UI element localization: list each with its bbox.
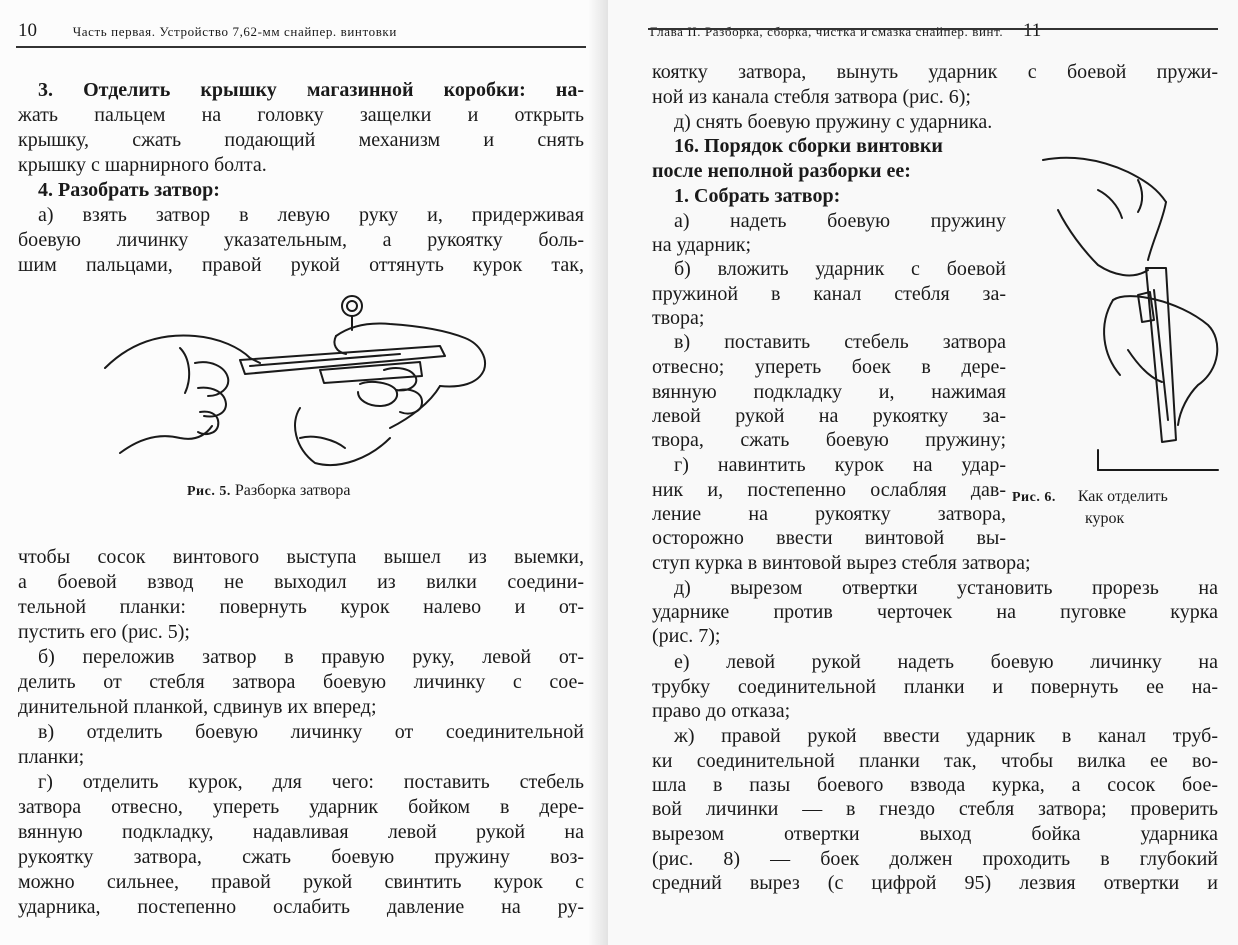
left-line: чтобы сосок винтового выступа вышел из выемки, <box>18 546 584 568</box>
left-subheading: 4. Разобрать затвор: <box>38 179 220 201</box>
figure-6-caption <box>1012 488 1168 506</box>
left-line: а боевой взвод не выходил из вилки соедини- <box>18 571 584 593</box>
left-header-rule <box>16 46 586 48</box>
figure-6-caption-line1: Как отделить <box>1077 488 1168 505</box>
right-line: пружиной в канал стебля за- <box>652 283 1006 305</box>
figure-5-illustration <box>100 288 490 473</box>
left-line: а) взять затвор в левую руку и, придерживая <box>38 204 584 226</box>
left-running-header <box>18 20 397 42</box>
right-line: левой рукой на рукоятку за- <box>652 405 1006 427</box>
left-line: пустить его (рис. 5); <box>18 621 190 643</box>
right-line: ударнике против черточек на пуговке курка <box>652 601 1218 623</box>
figure-5-caption-text: Разборка затвора <box>234 482 351 499</box>
right-line: (рис. 7); <box>652 625 721 647</box>
right-line: средний вырез (с цифрой 95) лезвия отвертки и <box>652 872 1218 894</box>
section-16-title: после неполной разборки ее: <box>652 160 911 182</box>
left-line: делить от стебля затвора боевую личинку с сое- <box>18 671 584 693</box>
left-line: затвора отвесно, упереть ударник бойком в дере- <box>18 796 584 818</box>
right-line: отвесно; упереть боек в дере- <box>652 356 1006 378</box>
left-page <box>0 0 608 945</box>
right-running-header <box>650 20 1041 42</box>
right-subheading: 1. Собрать затвор: <box>674 185 841 207</box>
right-line: е) левой рукой надеть боевую личинку на <box>674 651 1218 673</box>
right-line: осторожно ввести винтовой вы- <box>652 527 1006 549</box>
right-line: ж) правой рукой ввести ударник в канал труб- <box>674 725 1218 747</box>
right-line: в) поставить стебель затвора <box>674 331 1006 353</box>
left-page-number: 10 <box>18 20 37 41</box>
left-line: ударника, постепенно ослабить давление на ру- <box>18 896 584 918</box>
right-line: коятку затвора, вынуть ударник с боевой пружи- <box>652 61 1218 83</box>
left-line: планки; <box>18 746 85 768</box>
left-line: можно сильнее, правой рукой свинтить курок с <box>18 871 584 893</box>
right-line: на ударник; <box>652 234 752 256</box>
right-line: б) вложить ударник с боевой <box>674 258 1006 280</box>
left-line: крышку с шарнирного болта. <box>18 154 267 176</box>
right-header-title: Глава II. Разборка, сборка, чистка и смазка снайпер. винт. <box>650 24 1004 39</box>
right-line: вянную подкладку и, нажимая <box>652 381 1006 403</box>
left-line: динительной планкой, сдвинув их вперед; <box>18 696 377 718</box>
left-line: г) отделить курок, для чего: поставить стебель <box>38 771 584 793</box>
right-line: ление на рукоятку затвора, <box>652 503 1006 525</box>
right-line: ник и, постепенно ослабляя дав- <box>652 479 1006 501</box>
right-line: трубку соединительной планки и повернуть ее на- <box>652 676 1218 698</box>
right-page-number: 11 <box>1022 20 1042 41</box>
left-line: 3. Отделить крышку магазинной коробки: на- <box>38 79 584 101</box>
left-line: вянную подкладку, надавливая левой рукой на <box>18 821 584 843</box>
right-line: вой личинки — в гнездо стебля затвора; проверить <box>652 798 1218 820</box>
right-line: а) надеть боевую пружину <box>674 210 1006 232</box>
right-line: шла в пазы боевого взвода курка, а сосок бое- <box>652 774 1218 796</box>
figure-6-illustration <box>1038 150 1223 480</box>
right-line: (рис. 8) — боек должен проходить в глубокий <box>652 848 1218 870</box>
section-16-title: 16. Порядок сборки винтовки <box>674 135 943 157</box>
right-line: право до отказа; <box>652 700 791 722</box>
right-line: ки соединительной планки так, чтобы вилка ее во- <box>652 750 1218 772</box>
right-line: д) снять боевую пружину с ударника. <box>674 111 993 133</box>
right-line: ной из канала стебля затвора (рис. 6); <box>652 86 971 108</box>
right-line: г) навинтить курок на удар- <box>674 454 1006 476</box>
figure-6-caption-line2: курок <box>1085 510 1125 527</box>
left-line: боевую личинку указательным, а рукоятку боль- <box>18 229 584 251</box>
figure-5-caption <box>187 482 350 500</box>
right-page <box>608 0 1238 945</box>
left-line: крышку, сжать подающий механизм и снять <box>18 129 584 151</box>
right-line: твора; <box>652 307 705 329</box>
left-line: жать пальцем на головку защелки и открыть <box>18 104 584 126</box>
left-header-title: Часть первая. Устройство 7,62-мм снайпер. винтовки <box>72 24 397 39</box>
right-header-rule <box>648 28 1218 30</box>
right-line: твора, сжать боевую пружину; <box>652 429 1006 451</box>
figure-6-label: Рис. 6. <box>1012 490 1056 505</box>
right-line: ступ курка в винтовой вырез стебля затвора; <box>652 552 1031 574</box>
left-line: шим пальцами, правой рукой оттянуть курок так, <box>18 254 584 276</box>
right-line: д) вырезом отвертки установить прорезь на <box>674 577 1218 599</box>
left-line: б) переложив затвор в правую руку, левой от- <box>38 646 584 668</box>
left-line: рукоятку затвора, сжать боевую пружину воз- <box>18 846 584 868</box>
left-line: в) отделить боевую личинку от соединительной <box>38 721 584 743</box>
left-line: тельной планки: повернуть курок налево и от- <box>18 596 584 618</box>
figure-5-label: Рис. 5. <box>187 484 231 499</box>
right-line: вырезом отвертки выход бойка ударника <box>652 823 1218 845</box>
